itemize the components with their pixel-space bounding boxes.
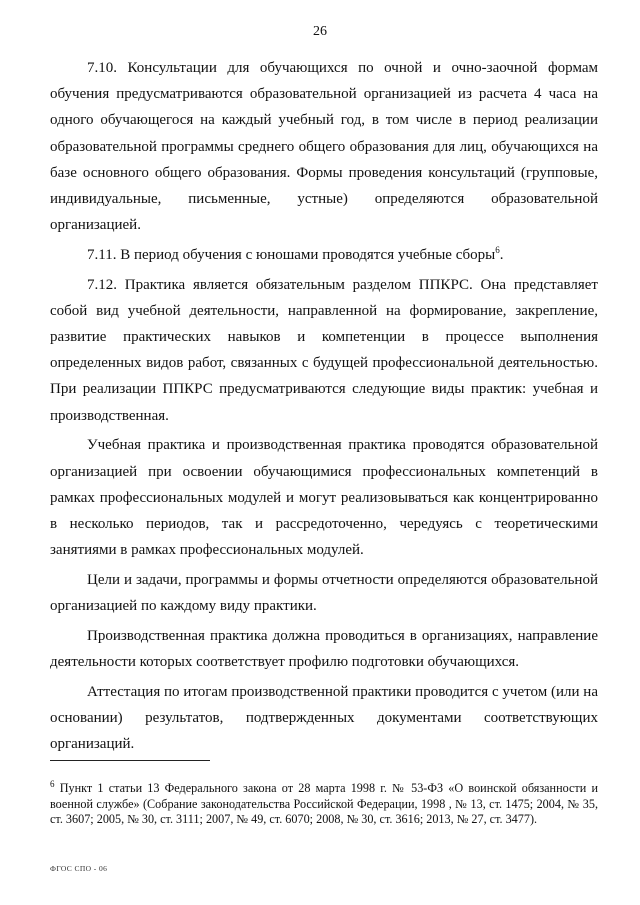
paragraph-7-10: 7.10. Консультации для обучающихся по очной и очно-заочной формам обучения предусматриваются образовательной организацией из расчета 4 часа на одного обучающегося на каждый учебный год, в том числе в период реализации образовательной программы среднего общего образования для лиц, обучающихся на базе основного общего образования. Формы проведения консультаций (групповые, индивидуальные, письменные, устные) определяются образовательной организацией.: [50, 60, 598, 234]
paragraph-7-11: [50, 242, 598, 268]
footnote-reference: 6: [495, 244, 500, 255]
footnote-text: Пункт 1 статьи 13 Федерального закона от 28 марта 1998 г. № 53-ФЗ «О воинской обязанности и военной службе» (Собрание законодательства Российской Федерации, 1998 , № 13, ст. 1475; 2004, № 35, ст. 3607; 2005, № 30, ст. 3111; 2007, № 49, ст. 6070; 2008, № 30, ст. 3616; 2013, № 27, ст. 3477).: [50, 781, 598, 827]
paragraph-practice-goals: Цели и задачи, программы и формы отчетности определяются образовательной организацией по каждому виду практики.: [50, 571, 598, 615]
paragraph-7-12: 7.12. Практика является обязательным разделом ППКРС. Она представляет собой вид учебной деятельности, направленной на формирование, закрепление, развитие практических навыков и компетенции в процессе выполнения определенных видов работ, связанных с будущей профессиональной деятельностью. При реализации ППКРС предусматриваются следующие виды практик: учебная и производственная.: [50, 276, 598, 424]
page-number: 26: [313, 24, 327, 39]
paragraph-7-11-end: .: [499, 246, 504, 263]
paragraph-7-11-text: 7.11. В период обучения с юношами проводятся учебные сборы: [87, 246, 496, 263]
paragraph-production-practice: Производственная практика должна проводиться в организациях, направление деятельности которых соответствует профилю подготовки обучающихся.: [50, 627, 598, 670]
footnote-divider: [50, 760, 210, 761]
footnote: [50, 778, 598, 828]
paragraph-attestation: Аттестация по итогам производственной практики проводится с учетом (или на основании) результатов, подтвержденных документами соответствующих организаций.: [50, 683, 598, 753]
paragraph-practice-conduct: Учебная практика и производственная практика проводятся образовательной организацией при освоении обучающимися профессиональных компетенций в рамках профессиональных модулей и могут реализовываться как концентрированно в несколько периодов, так и рассредоточенно, чередуясь с теоретическими занятиями в рамках профессиональных модулей.: [50, 437, 598, 559]
footnote-marker: 6: [50, 778, 55, 789]
document-body: [50, 55, 598, 757]
footer-code: ФГОС СПО - 06: [50, 864, 108, 873]
